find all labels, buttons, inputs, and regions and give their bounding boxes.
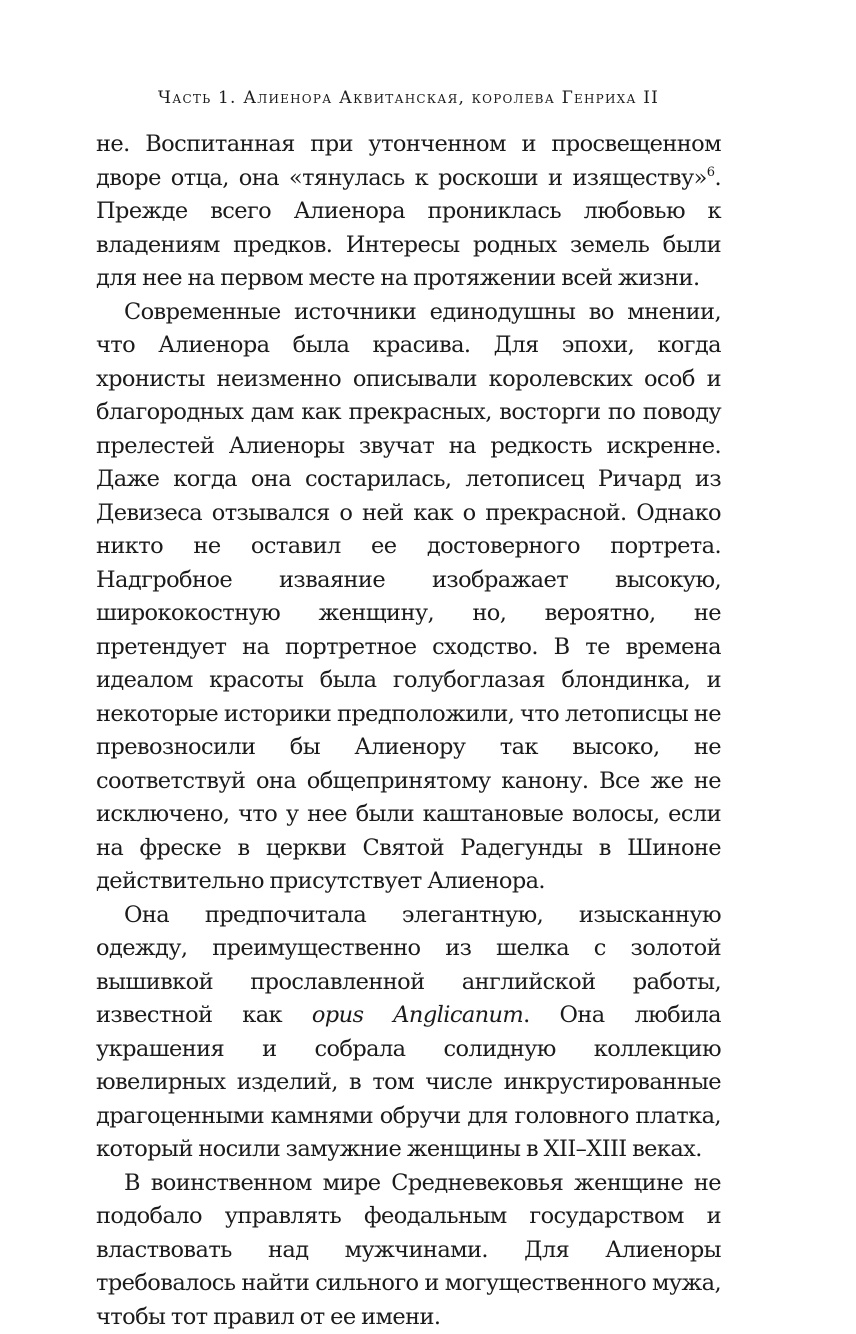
paragraph-3 bbox=[96, 899, 721, 1167]
paragraph-4: В воинственном мире Средневековья женщине не подобало управлять феодальным государством и властвовать над мужчинами. Для Алиеноры требовалось найти сильного и могущественного мужа, чтобы тот правил от ее имени. bbox=[96, 1167, 721, 1334]
footnote-marker[interactable]: 6 bbox=[707, 165, 715, 180]
book-page bbox=[96, 88, 721, 1334]
paragraph-3-text: Она предпочитала элегантную, изысканную одежду, преимущественно из шелка с золотой вышивкой прославленной английской работы, известной как bbox=[96, 902, 721, 1029]
body-text bbox=[96, 128, 721, 1334]
paragraph-1-text: не. Воспитанная при утонченном и просвещенном дворе отца, она «тянулась к роскоши и изяществу» bbox=[96, 131, 721, 191]
paragraph-1-text-cont: . Прежде всего Алиенора прониклась любовью к владениям предков. Интересы родных земель были для нее на первом месте на протяжении всей жизни. bbox=[96, 165, 721, 292]
paragraph-3-text-cont: . Она любила украшения и собрала солидную коллекцию ювелирных изделий, в том числе инкрустированные драгоценными камнями обручи для головного платка, который носили замужние женщины в XII–XIII веках. bbox=[96, 1002, 721, 1162]
running-head: Часть 1. Алиенора Аквитанская, королева Генриха II bbox=[96, 88, 721, 108]
latin-term: opus Anglicanum bbox=[312, 1002, 523, 1028]
paragraph-2: Современные источники единодушны во мнении, что Алиенора была красива. Для эпохи, когда хронисты неизменно описывали королевских особ и благородных дам как прекрасных, восторги по поводу прелестей Алиеноры звучат на редкость искренне. Даже когда она состарилась, летописец Ричард из Девизеса отзывался о ней как о прекрасной. Однако никто не оставил ее достоверного портрета. Надгробное изваяние изображает высокую, ширококостную женщину, но, вероятно, не претендует на портретное сходство. В те времена идеалом красоты была голубоглазая блондинка, и некоторые историки предположили, что летописцы не превозносили бы Алиенору так высоко, не соответствуй она общепринятому канону. Все же не исключено, что у нее были каштановые волосы, если на фреске в церкви Святой Радегунды в Шиноне действительно присутствует Алиенора. bbox=[96, 296, 721, 899]
paragraph-1 bbox=[96, 128, 721, 296]
